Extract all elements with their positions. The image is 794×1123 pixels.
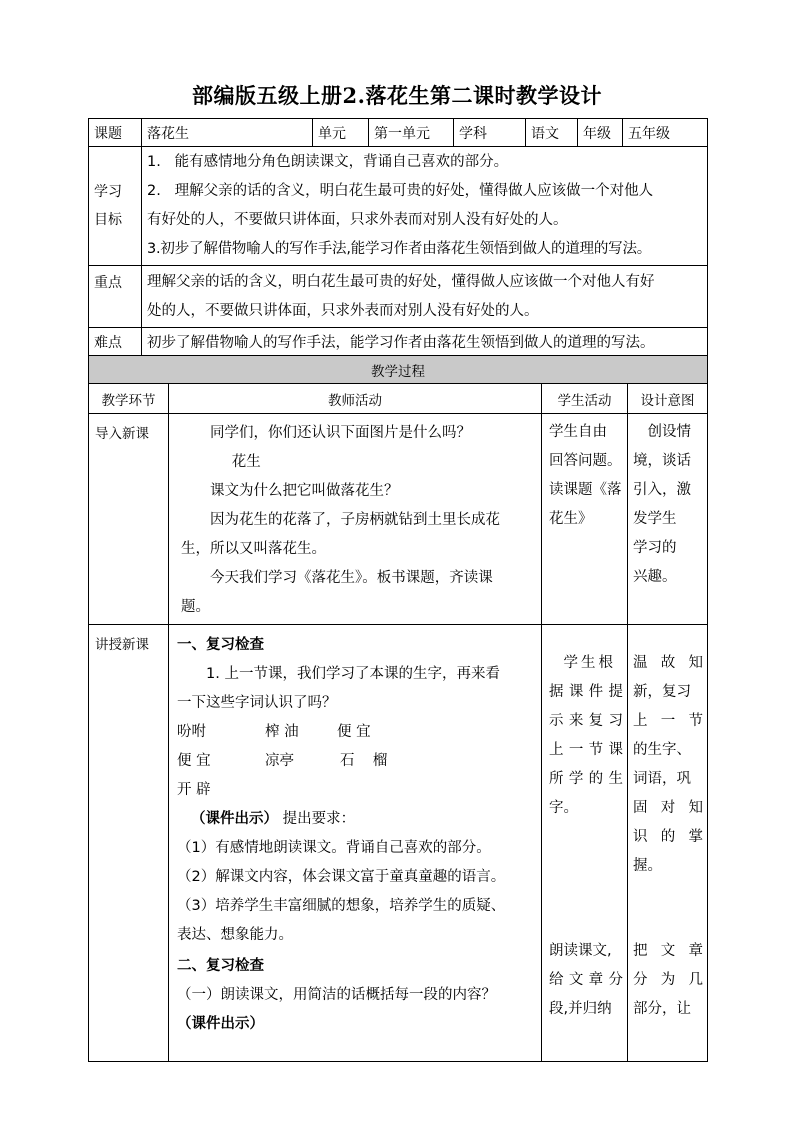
header-intent: 设计意图 (628, 384, 708, 414)
header-stage: 教学环节 (89, 384, 169, 414)
subject-label: 学科 (454, 119, 526, 147)
intro-student-activity: 学生自由 回答问题。 读课题《落 花生》 (542, 414, 628, 625)
stage-lecture: 讲授新课 (89, 625, 169, 1062)
vocab-row: 吩咐 榨 油 便 宜 (177, 724, 371, 740)
intro-teacher-activity: 同学们，你们还认识下面图片是什么吗？ 花生 课文为什么把它叫做落花生？ 因为花生的花落了，子房柄就钻到土里长成花 生，所以又叫落花生。 今天我们学习《落花生》。板书课题，齐读课 题。 (169, 414, 542, 625)
vocab-row: 便 宜 凉亭 石 榴 (177, 753, 388, 769)
unit-label: 单元 (313, 119, 369, 147)
unit-value: 第一单元 (369, 119, 454, 147)
difficulty-content: 初步了解借物喻人的写作手法，能学习作者由落花生领悟到做人的道理的写法。 (142, 328, 708, 356)
intro-design-intent: 创设情 境，谈话 引入，激 发学生 学习的 兴趣。 (628, 414, 708, 625)
header-student: 学生活动 (542, 384, 628, 414)
key-label: 重点 (89, 266, 142, 328)
lecture-student-activity: 学生根 据课件提 示来复习 上一节课 所学的生 字。 朗读课文, 给文章分 段,并归纳 (542, 625, 628, 1062)
vocab-row: 开 辟 (177, 782, 211, 798)
objective-item: 1. 能有感情地分角色朗读课文，背诵自己喜欢的部分。 (147, 154, 509, 170)
difficulty-label: 难点 (89, 328, 142, 356)
lecture-teacher-activity: 一、复习检查 1. 上一节课，我们学习了本课的生字，再来看 一下这些字词认识了吗？ 吩咐 榨 油 便 宜 便 宜 凉亭 石 榴 开 辟 （课件出示） 提出要求： （1）有感情地朗读课文。背诵自己喜欢的部分。 （2）解课文内容，体会课文富于童真童趣的语言。 （3）培养学生丰富细腻的想象，培养学生的质疑、 表达、想象能力。 二、复习检查 （一）朗读课文，用简洁的话概括每一段的内容？ （课件出示） (169, 625, 542, 1062)
teaching-process-table (88, 355, 708, 1062)
lecture-design-intent: 温故知 新，复习 上 一 节 的生字、 词语，巩 固对知 识的掌 握。 把文章 分为几 部分，让 (628, 625, 708, 1062)
header-teacher: 教师活动 (169, 384, 542, 414)
objectives-label: 学习 目标 (89, 147, 142, 266)
lesson-info-table (88, 118, 708, 356)
topic-label: 课题 (89, 119, 142, 147)
objective-item: 2. 理解父亲的话的含义，明白花生最可贵的好处，懂得做人应该做一个对他人 (147, 183, 654, 199)
grade-label: 年级 (578, 119, 623, 147)
objectives-content (142, 147, 708, 266)
stage-intro: 导入新课 (89, 414, 169, 625)
page-title: 部编版五级上册2.落花生第二课时教学设计 (192, 83, 602, 108)
objective-item: 3.初步了解借物喻人的写作手法,能学习作者由落花生领悟到做人的道理的写法。 (147, 241, 652, 257)
process-section-title: 教学过程 (89, 356, 708, 384)
key-points-content: 理解父亲的话的含义，明白花生最可贵的好处，懂得做人应该做一个对他人有好 处的人，不要做只讲体面，只求外表而对别人没有好处的人。 (142, 266, 708, 328)
topic-value: 落花生 (142, 119, 313, 147)
requirements-heading: （课件出示） 提出要求： (191, 811, 356, 827)
grade-value: 五年级 (623, 119, 708, 147)
objective-item: 有好处的人，不要做只讲体面，只求外表而对别人没有好处的人。 (147, 212, 568, 228)
subject-value: 语文 (526, 119, 578, 147)
